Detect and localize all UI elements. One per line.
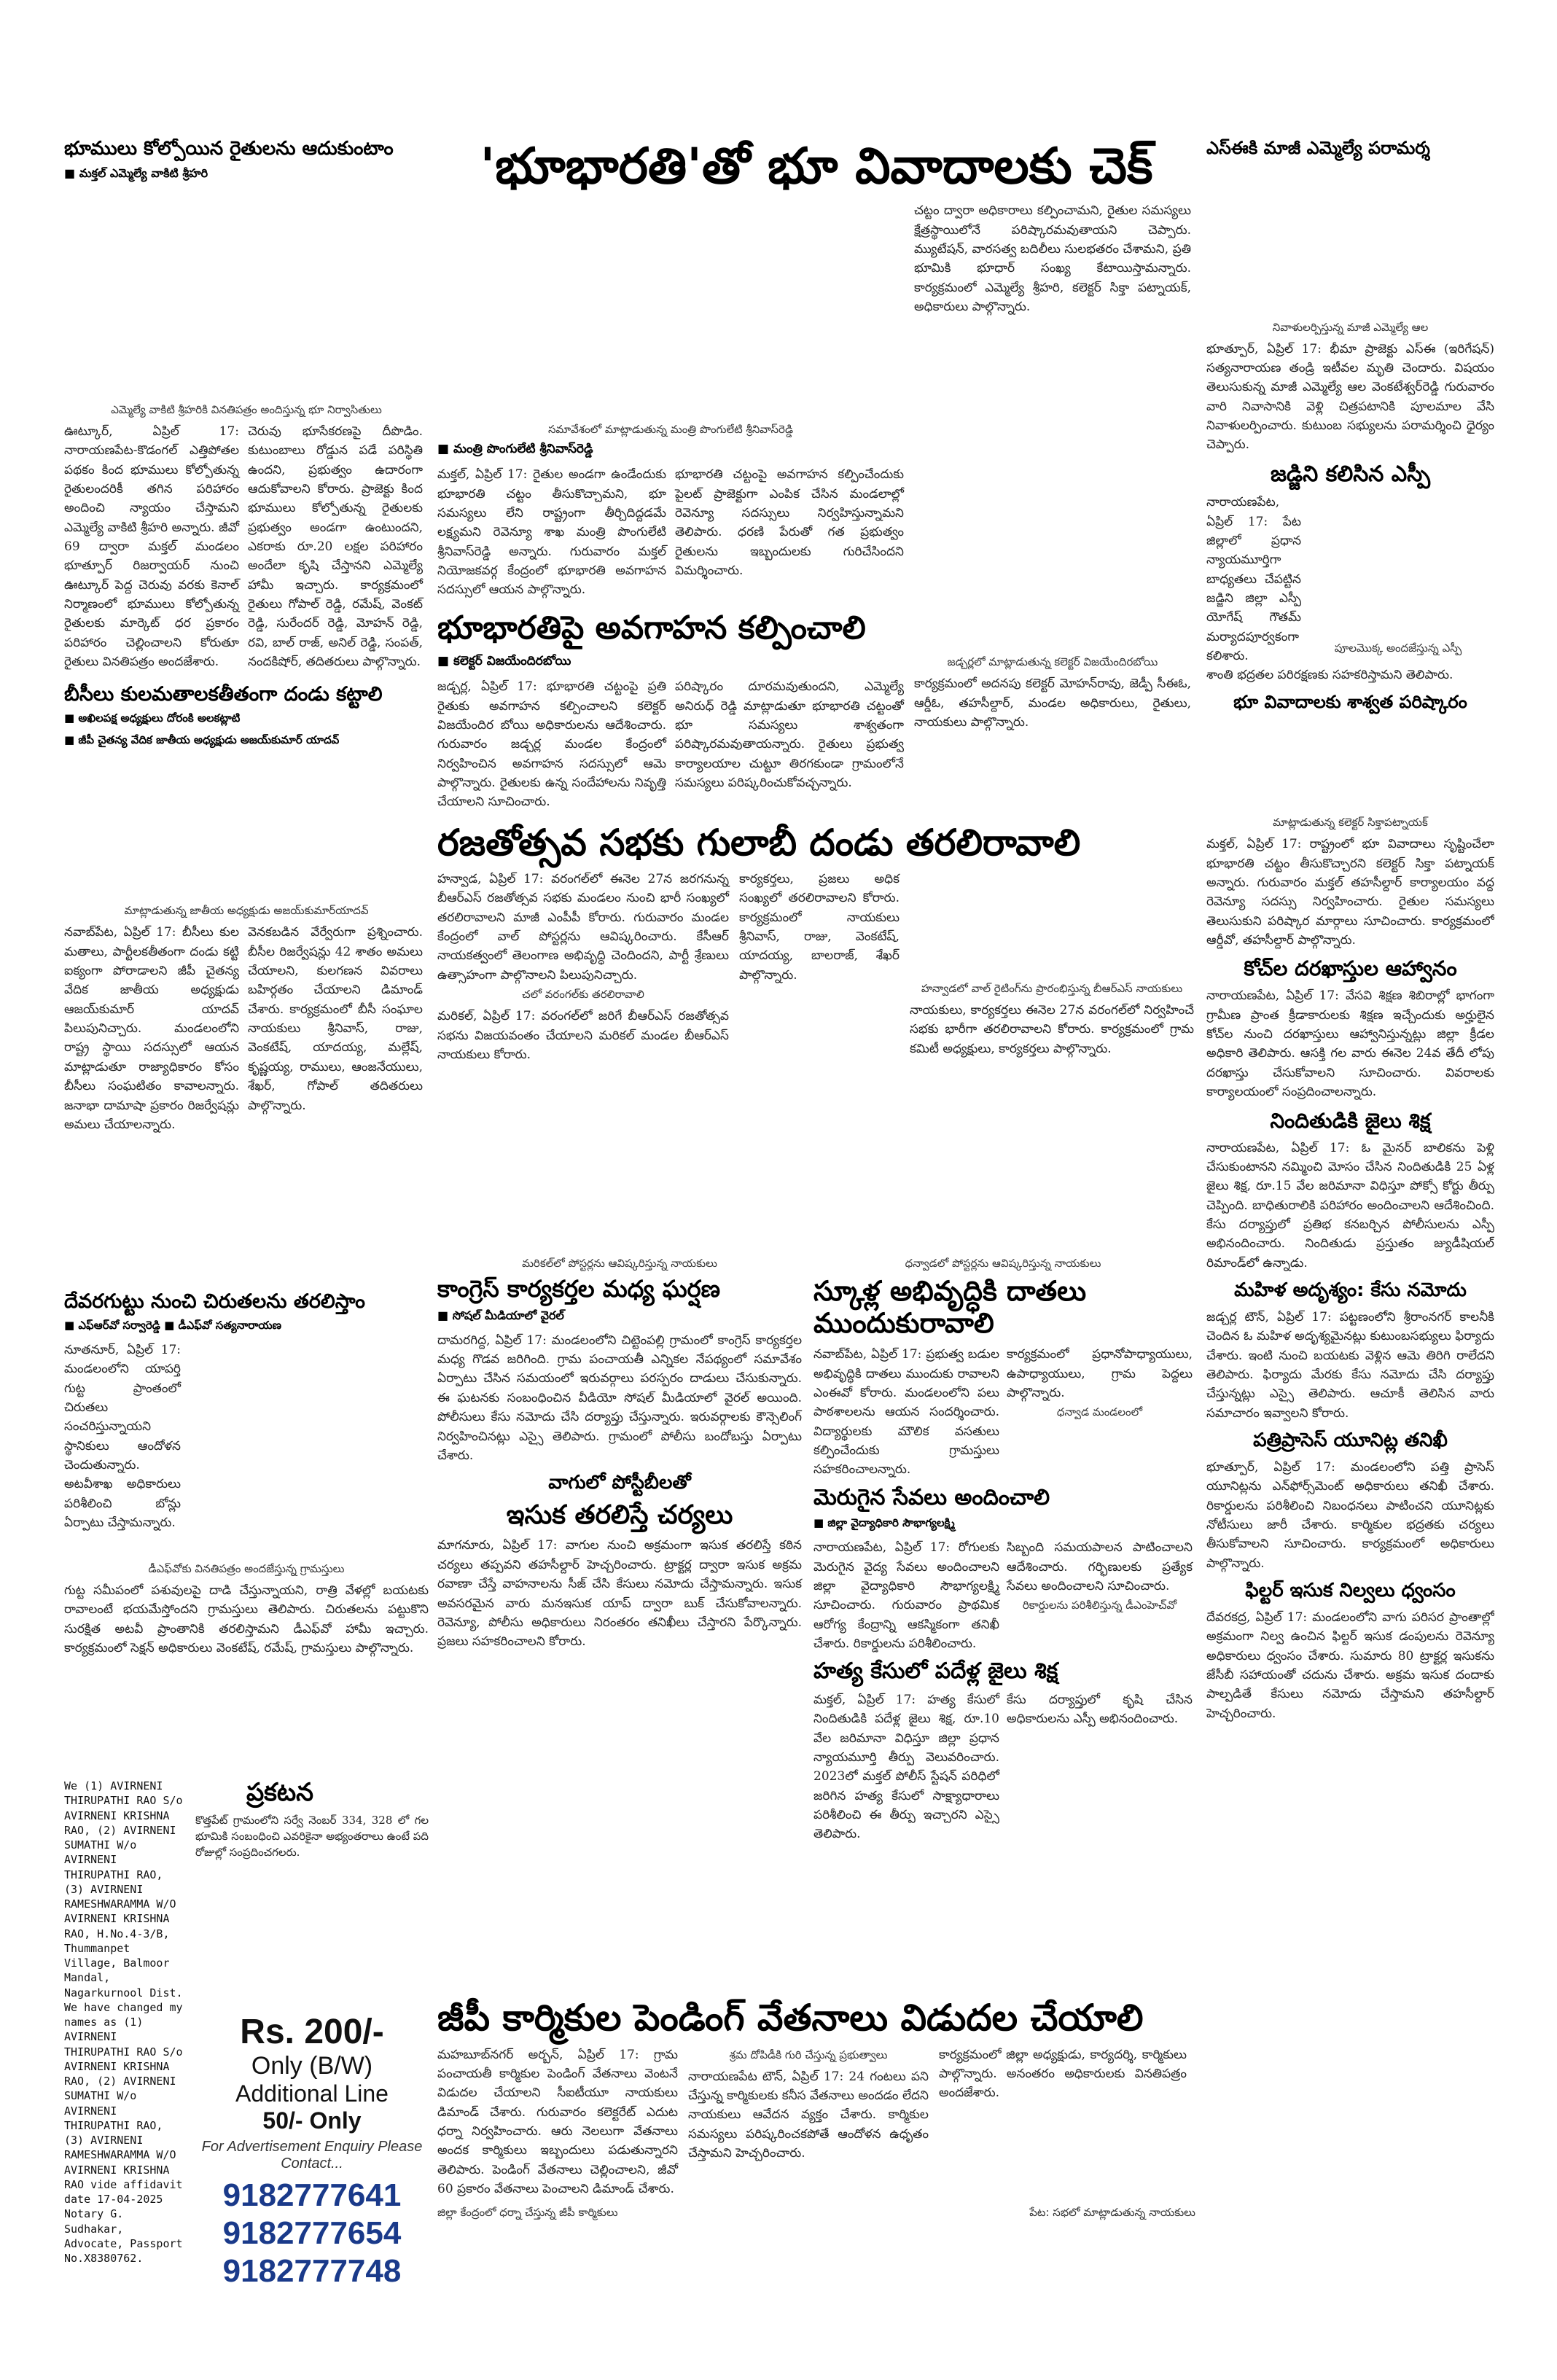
center-h3-col-3: [910, 870, 1194, 1064]
right-h4-headline: కోచ్‌ల దరఖాస్తుల ఆహ్వానం: [1244, 956, 1457, 981]
left-h2-caption: మాట్లాడుతున్న జాతీయ అధ్యక్షుడు అజయ్‌కుమార్‌యాదవ్: [124, 904, 369, 918]
left-body-columns: [64, 422, 429, 671]
right-h2-caption: పూలమొక్క అందజేస్తున్న ఎస్పీ: [1334, 641, 1462, 655]
right-h4-body: నారాయణపేట, ఏప్రిల్ 17: వేసవి శిక్షణ శిబిరాల్లో భాగంగా గ్రామీణ ప్రాంత క్రీడాకారులకు శిక్షణ ఇచ్చేందుకు అర్హులైన కోచ్‌ల నుంచి దరఖాస్తులు ఆహ్వానిస్తున్నట్లు జిల్లా క్రీడల అధికారి తెలిపారు. ఆసక్తి గల వారు ఈనెల 24వ తేదీ లోపు దరఖాస్తు చేసుకోవాలని సూచించారు. వివరాలకు కార్యాలయంలో సంప్రదించాలన్నారు.: [1206, 988, 1494, 1100]
lower-h3-caption: ధన్వాడ మండలంలో: [1056, 1405, 1143, 1419]
bottom-col-1: [437, 2045, 678, 2199]
bottom-caption-1: శ్రమ దోపిడీకి గురి చేస్తున్న ప్రభుత్వాలు: [729, 2048, 888, 2061]
center-h3-body-2: కార్యకర్తలు, ప్రజలు అధిక సంఖ్యలో తరలిరావాలని కోరారు. కార్యక్రమంలో నాయకులు శ్రీనివాస్, రాజు, వెంకటేష్, యాదయ్య, బాలరాజ్, శేఖర్ పాల్గొన్నారు.: [739, 872, 900, 983]
lower-h1-body: దామరగిద్ద, ఏప్రిల్ 17: మండలంలోని చిట్టెంపల్లి గ్రామంలో కాంగ్రెస్ కార్యకర్తల మధ్య గొడవ జరిగింది. గ్రామ పంచాయతీ ఎన్నికల నేపథ్యంలో సమావేశం ఏర్పాటు చేసిన సమయంలో ఇరువర్గాలు పరస్పరం దాడులు చేసుకున్నారు. ఈ ఘటనకు సంబంధించిన వీడియో సోషల్ మీడియాలో వైరల్ అయింది. పోలీసులు కేసు నమోదు చేసి దర్యాప్తు చేస్తున్నారు. ఇరువర్గాలకు కౌన్సెలింగ్ నిర్వహించినట్లు ఎస్సై తెలిపారు. గ్రామంలో పోలీసు బందోబస్తు ఏర్పాటు చేశారు.: [437, 1333, 802, 1463]
left-headline: భూములు కోల్పోయిన రైతులను ఆదుకుంటాం: [64, 138, 394, 160]
right-h8-body: దేవరకద్ర, ఏప్రిల్ 17: మండలంలోని వాగు పరిసర ప్రాంతాల్లో అక్రమంగా నిల్వ ఉంచిన ఫిల్టర్ ఇసుక డంపులను రెవెన్యూ అధికారులు ధ్వంసం చేశారు. సుమారు 80 ట్రాక్టర్ల ఇసుకను జేసీబీ సహాయంతో చదును చేశారు. అక్రమ ఇసుక దందాకు పాల్పడితే కేసులు నమోదు చేస్తామని తహసీల్దార్ హెచ్చరించారు.: [1206, 1610, 1494, 1721]
right-h8-headline: ఫిల్టర్ ఇసుక నిల్వలు ధ్వంసం: [1245, 1580, 1456, 1601]
left-body-2: చెరువు భూసేకరణపై దీపొడిం. కుటుంబాలు రోడ్డున పడే పరిస్థితి ఉందని, ప్రభుత్వం ఉదారంగా ఆదుకోవాలని కోరారు. ప్రాజెక్టు కింద భూములు కోల్పోతున్న రైతులకు ప్రభుత్వం అండగా ఉంటుందని, ఎకరాకు రూ.20 లక్షల పరిహారం అందేలా కృషి చేస్తానని ఎమ్మెల్యే హామీ ఇచ్చారు. కార్యక్రమంలో రైతులు గోపాల్ రెడ్డి, రమేష్, వెంకట్ రెడ్డి, సురేందర్ రెడ్డి, మోహన్ రెడ్డి, రవి, బాల్ రాజ్, అనిల్ రెడ్డి, సంపత్, నందకిషోర్, తదితరులు పాల్గొన్నారు.: [248, 424, 423, 670]
left-h2-headline: బీసీలు కులమతాలకతీతంగా దండు కట్టాలి: [64, 683, 383, 706]
center-h3-col-2: [739, 870, 900, 1064]
lower-h5-body-2: కేసు దర్యాప్తులో కృషి చేసిన అధికారులను ఎస్పీ అభినందించారు.: [1007, 1692, 1193, 1727]
left-h3-body-1: నూతనూర్, ఏప్రిల్ 17: మండలంలోని యాపర్తి గుట్ట ప్రాంతంలో చిరుతలు సంచరిస్తున్నాయని స్థానికులు ఆందోళన చెందుతున్నారు. అటవీశాఖ అధికారులు పరిశీలించి బోన్లు ఏర్పాటు చేస్తామన్నారు.: [64, 1343, 181, 1531]
lower-h2-body: మాగనూరు, ఏప్రిల్ 17: వాగుల నుంచి అక్రమంగా ఇసుక తరలిస్తే కఠిన చర్యలు తప్పవని తహసీల్దార్ హెచ్చరించారు. ట్రాక్టర్ల ద్వారా ఇసుక అక్రమ రవాణా చేస్తే వాహనాలను సీజ్ చేసి కేసులు నమోదు చేస్తామన్నారు. ఇసుక అవసరమైన వారు మనఇసుక యాప్ ద్వారా బుక్ చేసుకోవాలన్నారు. రెవెన్యూ, పోలీసు అధికారులు నిరంతరం తనిఖీలు చేస్తారని పేర్కొన్నారు. ప్రజలు సహకరించాలని కోరారు.: [437, 1538, 802, 1650]
lower-h3-body-2: కార్యక్రమంలో ప్రధానోపాధ్యాయులు, ఉపాధ్యాయులు, గ్రామ పెద్దలు పాల్గొన్నారు.: [1007, 1347, 1193, 1401]
center-h2-byline: ■ కలెక్టర్ విజయేందిరబోయి: [437, 654, 571, 669]
center-h2-row: [437, 652, 1195, 811]
right-h5-body: నారాయణపేట, ఏప్రిల్ 17: ఓ మైనర్ బాలికను పెళ్లి చేసుకుంటానని నమ్మించి మోసం చేసిన నిందితుడికి 25 ఏళ్ల జైలు శిక్ష, రూ.15 వేల జరిమానా విధిస్తూ పోక్సో కోర్టు తీర్పు చెప్పింది. బాధితురాలికి పరిహారం అందించాలని ఆదేశించింది. కేసు దర్యాప్తులో ప్రతిభ కనబర్చిన పోలీసులను ఎస్పీ అభినందించారు. నిందితుడు ప్రస్తుతం జ్యుడీషియల్ రిమాండ్‌లో ఉన్నాడు.: [1206, 1140, 1494, 1271]
right-h2-body: నారాయణపేట, ఏప్రిల్ 17: పేట జిల్లాలో ప్రధాన న్యాయమూర్తిగా బాధ్యతలు చేపట్టిన జడ్జిని జిల్లా ఎస్పీ యోగేష్ గౌతమ్ మర్యాదపూర్వకంగా కలిశారు.: [1206, 495, 1301, 663]
bottom-body-3: కార్యక్రమంలో జిల్లా అధ్యక్షుడు, కార్యదర్శి, కార్మికులు పాల్గొన్నారు. అనంతరం అధికారులకు వినతిపత్రం అందజేశారు.: [939, 2047, 1187, 2101]
left-h2-photo: [64, 755, 421, 901]
left-h2-byline-1: ■ అఖిలపక్ష అధ్యక్షులు దోరంకి అలకట్లాటి: [64, 711, 241, 725]
center-h3-col-1: [437, 870, 729, 1064]
right-h7-body: భూత్పూర్, ఏప్రిల్ 17: మండలంలోని పత్తి ప్రాసెస్ యూనిట్లను ఎన్‌ఫోర్స్‌మెంట్ అధికారులు తనిఖీ చేశారు. రికార్డులను పరిశీలించి నిబంధనలు పాటించని యూనిట్లకు నోటీసులు జారీ చేశారు. కార్మికుల భద్రతకు చర్యలు తీసుకోవాలని సూచించారు. కార్యక్రమంలో అధికారులు పాల్గొన్నారు.: [1206, 1459, 1494, 1571]
left-h3-row: [64, 1341, 429, 1559]
left-h3-photo: [188, 1341, 421, 1559]
bottom-headline: జీపీ కార్మికుల పెండింగ్ వేతనాలు విడుదల చేయాలి: [437, 1997, 1144, 2039]
center-top-section: [437, 138, 1195, 1246]
ad-rate: Rs. 200/-: [240, 2013, 384, 2051]
left-photo-caption: ఎమ్మెల్యే వాకిటి శ్రీహరికి వినతిపత్రం అందిస్తున్న భూ నిర్వాసితులు: [111, 402, 382, 416]
right-h2-headline: జడ్జిని కలిసిన ఎస్పీ: [1270, 461, 1431, 487]
bottom-col-2: [688, 2045, 929, 2199]
bottom-caption-3: పేట: సభలో మాట్లాడుతున్న నాయకులు: [1029, 2206, 1195, 2220]
left-column: [64, 138, 429, 1159]
center-h3-caption-2: హన్వాడలో వాల్ రైటింగ్‌ను ప్రారంభిస్తున్న బీఆర్ఎస్ నాయకులు: [921, 982, 1183, 996]
lower-h3-cols: [813, 1345, 1193, 1479]
lower-cap-right: ధన్వాడలో పోస్టర్లను ఆవిష్కరిస్తున్న నాయకులు: [905, 1257, 1101, 1270]
lower-h4-cols: [813, 1538, 1193, 1653]
right-h6-headline: మహిళ అదృశ్యం: కేసు నమోదు: [1234, 1279, 1467, 1302]
left-h3-byline: ■ ఎఫ్ఆర్‌వో సర్వారెడ్డి ■ డీఎఫ్‌వో సత్యనారాయణ: [64, 1319, 282, 1333]
right-h2-body-2: శాంతి భద్రతల పరిరక్షణకు సహకరిస్తామని తెలిపారు.: [1206, 668, 1453, 683]
right-h3-headline: భూ వివాదాలకు శాశ్వత పరిష్కారం: [1233, 691, 1467, 712]
left-h3-body-2: గుట్ట సమీపంలో పశువులపై దాడి చేస్తున్నాయని, రాత్రి వేళల్లో బయటకు రావాలంటే భయమేస్తోందని గ్రామస్తులు తెలిపారు. చిరుతలను పట్టుకొని సురక్షిత అటవీ ప్రాంతానికి తరలిస్తామని డీఎఫ్‌వో హామీ ఇచ్చారు. కార్యక్రమంలో సెక్షన్ అధికారులు వెంకటేష్, రమేష్, గ్రామస్తులు పాల్గొన్నారు.: [64, 1583, 429, 1656]
center-h3-body-4: నాయకులు, కార్యకర్తలు ఈనెల 27న వరంగల్‌లో నిర్వహించే సభకు భారీగా తరలిరావాలని కోరారు. కార్యక్రమంలో గ్రామ కమిటీ అధ్యక్షులు, కార్యకర్తలు పాల్గొన్నారు.: [910, 1003, 1194, 1056]
lower-h4-body-1: నారాయణపేట, ఏప్రిల్ 17: రోగులకు మెరుగైన వైద్య సేవలు అందించాలని జిల్లా వైద్యాధికారి సౌభాగ్యలక్ష్మి సూచించారు. గురువారం ప్రాథమిక ఆరోగ్య కేంద్రాన్ని ఆకస్మికంగా తనిఖీ చేశారు. రికార్డులను పరిశీలించారు.: [813, 1540, 999, 1651]
lower-h3-headline: స్కూళ్ల అభివృద్ధికి దాతలు ముందుకురావాలి: [813, 1275, 1087, 1339]
center-h2-cols: [437, 677, 904, 811]
ad-telugu-notice: కొత్తపేట్ గ్రామంలోని సర్వే నెంబర్ 334, 328 లో గల భూమికి సంబంధించి ఎవరికైనా అభ్యంతరాలు ఉంటే పది రోజుల్లో సంప్రదించగలరు.: [195, 1814, 429, 1859]
center-h3-body-1: హన్వాడ, ఏప్రిల్ 17: వరంగల్‌లో ఈనెల 27న జరగనున్న బీఆర్ఎస్ రజతోత్సవ సభకు మండలం నుంచి భారీ సంఖ్యలో తరలిరావాలని మాజీ ఎంపీపీ కోరారు. గురువారం మండల కేంద్రంలో వాల్ పోస్టర్లను ఆవిష్కరించారు. కేసీఆర్ నాయకత్వంలో తెలంగాణ అభివృద్ధి చెందిందని, పార్టీ శ్రేణులు ఉత్సాహంగా పాల్గొనాలని పిలుపునిచ్చారు.: [437, 872, 729, 983]
lower-h4-caption: రికార్డులను పరిశీలిస్తున్న డీఎంహెచ్‌వో: [1022, 1599, 1177, 1612]
main-story-photo: [437, 201, 904, 420]
ad-english-notice: We (1) AVIRNENI THIRUPATHI RAO S/o AVIRNENI KRISHNA RAO, (2) AVIRNENI SUMATHI W/o AVIRNENI THIRUPATHI RAO, (3) AVIRNENI RAMESHWARAMMA W/O AVIRNENI KRISHNA RAO, H.No.4-3/B, Thummanpet Village, Balmoor Mandal, Nagarkurnool Dist. We have changed my names as (1) AVIRNENI THIRUPATHI RAO S/o AVIRNENI KRISHNA RAO, (2) AVIRNENI SUMATHI W/o AVIRNENI THIRUPATHI RAO, (3) AVIRNENI RAMESHWARAMMA W/O AVIRNENI KRISHNA RAO vide affidavit date 17-04-2025 Notary G. Sudhakar, Advocate, Passport No.X8380762.: [64, 1779, 183, 2265]
right-column: [1206, 138, 1494, 2318]
center-lower-section: [437, 1254, 1195, 1983]
lower-h5-body-1: మక్తల్, ఏప్రిల్ 17: హత్య కేసులో నిందితుడికి పదేళ్ల జైలు శిక్ష, రూ.10 వేల జరిమానా విధిస్తూ జిల్లా ప్రధాన న్యాయమూర్తి తీర్పు వెలువరించారు. 2023లో మక్తల్ పోలీస్ స్టేషన్ పరిధిలో జరిగిన హత్య కేసులో సాక్ష్యాధారాలు పరిశీలించి ఈ తీర్పు ఇచ్చారని ఎస్సై తెలిపారు.: [813, 1692, 999, 1842]
bottom-row: [437, 2045, 1195, 2199]
lower-h2-headline-b: ఇసుక తరలిస్తే చర్యలు: [506, 1500, 733, 1531]
lower-cap-left: మరికల్‌లో పోస్టర్లను ఆవిష్కరిస్తున్న నాయకులు: [522, 1257, 717, 1270]
left-lower-column: [64, 1290, 429, 1742]
right-h3-photo: [1206, 718, 1491, 813]
main-story-row: [437, 201, 1195, 599]
left-body-1: ఊట్కూర్, ఏప్రిల్ 17: నారాయణపేట-కొడంగల్ ఎత్తిపోతల పథకం కింద భూములు కోల్పోతున్న రైతులందరికీ తగిన పరిహారం అందించి న్యాయం చేస్తామని ఎమ్మెల్యే వాకిటి శ్రీహరి అన్నారు. జీవో 69 ద్వారా మక్తల్ మండలం భూత్పూర్ రిజర్వాయర్ నుంచి ఊట్కూర్ పెద్ద చెరువు వరకు కెనాల్ నిర్మాణంలో భూములు కోల్పోతున్న రైతులకు మార్కెట్ ధర ప్రకారం పరిహారం చెల్లించాలని కోరుతూ రైతులు వినతిపత్రం అందజేశారు.: [64, 424, 239, 670]
lower-h5-cols: [813, 1690, 1193, 1844]
center-h2-body-2: పరిష్కారం దూరమవుతుందని, ఎమ్మెల్యే అనిరుధ్ రెడ్డి మాట్లాడుతూ భూభారతి చట్టంతో భూ సమస్యలు శాశ్వతంగా పరిష్కారమవుతాయన్నారు. రైతులు ప్రభుత్వ కార్యాలయాల చుట్టూ తిరగకుండా గ్రామంలోనే సమస్యలు పరిష్కరించుకోవచ్చన్నారు.: [675, 679, 904, 790]
bottom-caption-2: జిల్లా కేంద్రంలో ధర్నా చేస్తున్న జీపీ కార్మికులు: [437, 2206, 618, 2220]
ad-phone-2[interactable]: 9182777654: [222, 2215, 402, 2251]
center-lower-left: [437, 1254, 802, 1844]
left-h3-headline: దేవరగుట్టు నుంచి చిరుతలను తరలిస్తాం: [64, 1290, 365, 1313]
right-h5-headline: నిందితుడికి జైలు శిక్ష: [1270, 1108, 1431, 1133]
main-story-caption: సమావేశంలో మాట్లాడుతున్న మంత్రి పొంగులేటి శ్రీనివాస్‌రెడ్డి: [547, 423, 794, 437]
lower-h3-body-1: నవాబ్‌పేట, ఏప్రిల్ 17: ప్రభుత్వ బడుల అభివృద్ధికి దాతలు ముందుకు రావాలని ఎంఈవో కోరారు. మండలంలోని పలు పాఠశాలలను ఆయన సందర్శించారు. విద్యార్థులకు మౌలిక వసతులు కల్పించేందుకు గ్రామస్తులు సహకరించాలన్నారు.: [813, 1347, 999, 1478]
right-headline: ఎస్‌ఈకి మాజీ ఎమ్మెల్యే పరామర్శ: [1206, 138, 1430, 158]
main-story-byline: ■ మంత్రి పొంగులేటి శ్రీనివాస్‌రెడ్డి: [437, 442, 593, 457]
center-h3-photo: [910, 870, 1194, 979]
right-h2-photo-box: [1307, 493, 1489, 666]
left-h2-body-1: నవాబ్‌పేట, ఏప్రిల్ 17: బీసీలు కుల మతాలు, పార్టీలకతీతంగా దండు కట్టి ఐక్యంగా పోరాడాలని జీపీ చైతన్య వేదిక జాతీయ అధ్యక్షుడు ఆజయ్‌కుమార్ యాదవ్ పిలుపునిచ్చారు. మండలంలోని రాష్ట్ర స్థాయి సదస్సులో ఆయన మాట్లాడుతూ రాజ్యాధికారం కోసం బీసీలు సంఘటితం కావాలన్నారు. జనాభా దామాషా ప్రకారం రిజర్వేషన్లు అమలు చేయాలన్నారు.: [64, 925, 239, 1132]
main-story-right: [914, 201, 1191, 599]
bottom-body-2: నారాయణపేట టౌన్, ఏప్రిల్ 17: 24 గంటలు పని చేస్తున్న కార్మికులకు కనీస వేతనాలు అందడం లేదని నాయకులు ఆవేదన వ్యక్తం చేశారు. కార్మికుల సమస్యలు పరిష్కరించకపోతే ఆందోళన ఉధృతం చేస్తామని హెచ్చరించారు.: [688, 2069, 929, 2161]
center-h3-row: [437, 870, 1195, 1064]
center-h3-body-3: మరికల్, ఏప్రిల్ 17: వరంగల్‌లో జరిగే బీఆర్ఎస్ రజతోత్సవ సభను విజయవంతం చేయాలని మరికల్ మండల బీఆర్ఎస్ నాయకులు కోరారు.: [437, 1009, 729, 1062]
main-story-body-2: భూభారతి చట్టంపై అవగాహన కల్పించేందుకు పైలట్ ప్రాజెక్టుగా ఎంపిక చేసిన మండలాల్లో రెవెన్యూ సదస్సులు నిర్వహిస్తున్నామని తెలిపారు. ధరణి పేరుతో గత ప్రభుత్వం రైతులను ఇబ్బందులకు గురిచేసిందని విమర్శించారు.: [675, 467, 904, 578]
ad-rate-block: [195, 2012, 429, 2290]
bottom-captions: [437, 2203, 1195, 2225]
left-byline: ■ మక్తల్ ఎమ్మెల్యే వాకిటి శ్రీహరి: [64, 165, 208, 180]
center-lower-right: [813, 1254, 1193, 1844]
center-h2-left: [437, 652, 904, 811]
ad-heading: ప్రకటన: [246, 1778, 314, 1807]
main-headline: 'భూభారతి'తో భూ వివాదాలకు చెక్: [480, 138, 1153, 195]
main-story-body-3: చట్టం ద్వారా అధికారాలు కల్పించామని, రైతుల సమస్యలు క్షేత్రస్థాయిలోనే పరిష్కారమవుతాయని చెప్పారు. మ్యుటేషన్, వారసత్వ బదిలీలు సులభతరం చేశామని, ప్రతి భూమికి భూధార్ సంఖ్య కేటాయిస్తామన్నారు. కార్యక్రమంలో ఎమ్మెల్యే శ్రీహరి, కలెక్టర్ సిక్తా పట్నాయక్, అధికారులు పాల్గొన్నారు.: [914, 203, 1191, 314]
ad-fifty: 50/- Only: [262, 2107, 362, 2134]
bottom-body-1: మహబూబ్‌నగర్ అర్బన్, ఏప్రిల్ 17: గ్రామ పంచాయతీ కార్మికుల పెండింగ్ వేతనాలు వెంటనే విడుదల చేయాలని సీఐటీయూ నాయకులు డిమాండ్ చేశారు. గురువారం కలెక్టరేట్ ఎదుట ధర్నా నిర్వహించారు. ఆరు నెలలుగా వేతనాలు అందక కార్మికులు ఇబ్బందులు పడుతున్నారని తెలిపారు. పెండింగ్ వేతనాలు చెల్లించాలని, జీవో 60 ప్రకారం వేతనాలు పెంచాలని డిమాండ్ చేశారు.: [437, 2047, 678, 2196]
lower-h3-right: [1007, 1345, 1193, 1479]
lower-h5-headline: హత్య కేసులో పదేళ్ల జైలు శిక్ష: [813, 1658, 1058, 1685]
right-body-1: భూత్పూర్, ఏప్రిల్ 17: భీమా ప్రాజెక్టు ఎస్ఈ (ఇరిగేషన్) సత్యనారాయణ తండ్రి ఇటీవల మృతి చెందారు. విషయం తెలుసుకున్న మాజీ ఎమ్మెల్యే ఆల వెంకటేశ్వర్‌రెడ్డి గురువారం వారి నివాసానికి వెళ్లి చిత్రపటానికి పూలమాల వేసి నివాళులర్పించారు. కుటుంబ సభ్యులను పరామర్శించి ధైర్యం చెప్పారు.: [1206, 341, 1494, 453]
main-story-left: [437, 201, 904, 599]
lower-h4-right: [1007, 1538, 1193, 1653]
lower-h1-headline: కాంగ్రెస్ కార్యకర్తల మధ్య ఘర్షణ: [437, 1275, 721, 1303]
right-h3-body: మక్తల్, ఏప్రిల్ 17: రాష్ట్రంలో భూ వివాదాలు సృష్టించేలా భూభారతి చట్టం తీసుకొచ్చారని కలెక్టర్ సిక్తా పట్నాయక్ అన్నారు. గురువారం మక్తల్ తహసీల్దార్ కార్యాలయం వద్ద రెవెన్యూ సదస్సు నిర్వహించారు. రైతుల సమస్యలు తెలుసుకుని పరిష్కార మార్గాలు సూచించారు. కార్యక్రమంలో ఆర్డీవో, తహసీల్దార్ పాల్గొన్నారు.: [1206, 837, 1494, 948]
main-story-cols: [437, 465, 904, 599]
main-story-body-1: మక్తల్, ఏప్రిల్ 17: రైతుల అండగా ఉండేందుకు భూభారతి చట్టం తీసుకొచ్చామని, భూ సమస్యలు లేని రాష్ట్రంగా తీర్చిదిద్దడమే లక్ష్యమని రెవెన్యూ శాఖ మంత్రి పొంగులేటి శ్రీనివాస్‌రెడ్డి అన్నారు. గురువారం మక్తల్ నియోజకవర్గ కేంద్రంలో భూభారతి అవగాహన సదస్సులో ఆయన పాల్గొన్నారు.: [437, 467, 666, 598]
center-h3-caption-1: చలో వరంగల్‌కు తరలిరావాలి: [522, 988, 644, 1002]
ad-right-box: [195, 1779, 429, 1860]
right-h2-row: [1206, 493, 1494, 666]
bottom-col-3: [939, 2045, 1187, 2199]
center-h2-body-1: జడ్చర్ల, ఏప్రిల్ 17: భూభారతి చట్టంపై ప్రతి రైతుకు అవగాహన కల్పించాలని కలెక్టర్ విజయేందిర బోయి అధికారులను ఆదేశించారు. గురువారం జడ్చర్ల మండల కేంద్రంలో నిర్వహించిన అవగాహన సదస్సులో ఆమె పాల్గొన్నారు. రైతులకు ఉన్న సందేహాలను నివృత్తి చేయాలని సూచించారు.: [437, 679, 666, 810]
right-h2-photo: [1307, 493, 1489, 639]
lower-h1-byline: ■ సోషల్ మీడియాలో వైరల్: [437, 1308, 564, 1322]
right-photo: [1206, 165, 1491, 318]
ad-additional: Additional Line: [235, 2080, 389, 2107]
center-h2-right: [914, 652, 1191, 811]
bottom-story: [437, 1997, 1195, 2318]
lower-h4-headline: మెరుగైన సేవలు అందించాలి: [813, 1484, 1050, 1510]
left-h2-body-2: వెనకబడిన వేర్వేరుగా ప్రశ్నించారు. బీసీల రిజర్వేషన్లు 42 శాతం అమలు చేయాలని, కులగణన వివరాలు బహిర్గతం చేయాలని డిమాండ్ చేశారు. కార్యక్రమంలో బీసీ సంఘాల నాయకులు శ్రీనివాస్, రాజు, వెంకటేష్, యాదయ్య, మల్లేష్, కృష్ణయ్య, రాములు, ఆంజనేయులు, శేఖర్, గోపాల్ తదితరులు పాల్గొన్నారు.: [248, 925, 423, 1113]
lower-h4-byline: ■ జిల్లా వైద్యాధికారి సౌభాగ్యలక్ష్మి: [813, 1516, 955, 1530]
center-h2-body-3: కార్యక్రమంలో అదనపు కలెక్టర్ మోహన్‌రావు, జెడ్పీ సీఈఓ, ఆర్డీఓ, తహసీల్దార్, మండల అధికారులు, రైతులు, నాయకులు పాల్గొన్నారు.: [914, 676, 1191, 730]
ad-phone-1[interactable]: 9182777641: [222, 2177, 402, 2213]
center-h3-headline: రజతోత్సవ సభకు గులాబీ దండు తరలిరావాలి: [437, 821, 1081, 864]
left-h2-body-columns: [64, 923, 429, 1134]
ad-enquiry: For Advertisement Enquiry Please Contact...: [201, 2139, 423, 2172]
right-h7-headline: పత్రిప్రాసెస్ యూనిట్ల తనిఖీ: [1253, 1429, 1448, 1452]
left-h2-byline-2: ■ జీపీ చైతన్య వేదిక జాతీయ అధ్యక్షుడు అజయ్‌కుమార్ యాదవ్: [64, 733, 340, 747]
center-lower-row: [437, 1254, 1195, 1844]
ad-rate-sub: Only (B/W): [251, 2052, 373, 2080]
right-h6-body: జడ్చర్ల టౌన్, ఏప్రిల్ 17: పట్టణంలోని శ్రీరాంనగర్ కాలనీకి చెందిన ఓ మహిళ అదృశ్యమైనట్లు కుటుంబసభ్యులు ఫిర్యాదు చేశారు. ఇంటి నుంచి బయటకు వెళ్లిన ఆమె తిరిగి రాలేదని తెలిపారు. ఫిర్యాదు మేరకు కేసు నమోదు చేసి దర్యాప్తు చేస్తున్నట్లు ఎస్సై తెలిపారు. ఆచూకీ తెలిసిన వారు సమాచారం ఇవ్వాలని కోరారు.: [1206, 1309, 1494, 1421]
center-h2-caption: జడ్చర్లలో మాట్లాడుతున్న కలెక్టర్ విజయేందిరబోయి: [947, 655, 1158, 669]
lower-h4-body-2: సిబ్బంది సమయపాలన పాటించాలని ఆదేశించారు. గర్భిణులకు ప్రత్యేక సేవలు అందించాలని సూచించారు.: [1007, 1540, 1193, 1593]
lower-h2-headline: వాగులో పోస్టీబీలతో: [548, 1472, 691, 1494]
right-h3-caption: మాట్లాడుతున్న కలెక్టర్ సిక్తాపట్నాయక్: [1273, 816, 1428, 830]
center-h2-headline: భూభారతిపై అవగాహన కల్పించాలి: [437, 609, 866, 647]
ad-english-notice-box: [64, 1779, 188, 2289]
left-photo: [64, 189, 421, 400]
ad-phone-3[interactable]: 9182777748: [222, 2252, 402, 2289]
right-caption: నివాళులర్పిస్తున్న మాజీ ఎమ్మెల్యే ఆల: [1272, 320, 1429, 334]
left-h3-caption: డీఎఫ్‌వోకు వినతిపత్రం అందజేస్తున్న గ్రామస్తులు: [148, 1562, 345, 1576]
advertisement: [64, 1779, 429, 2303]
